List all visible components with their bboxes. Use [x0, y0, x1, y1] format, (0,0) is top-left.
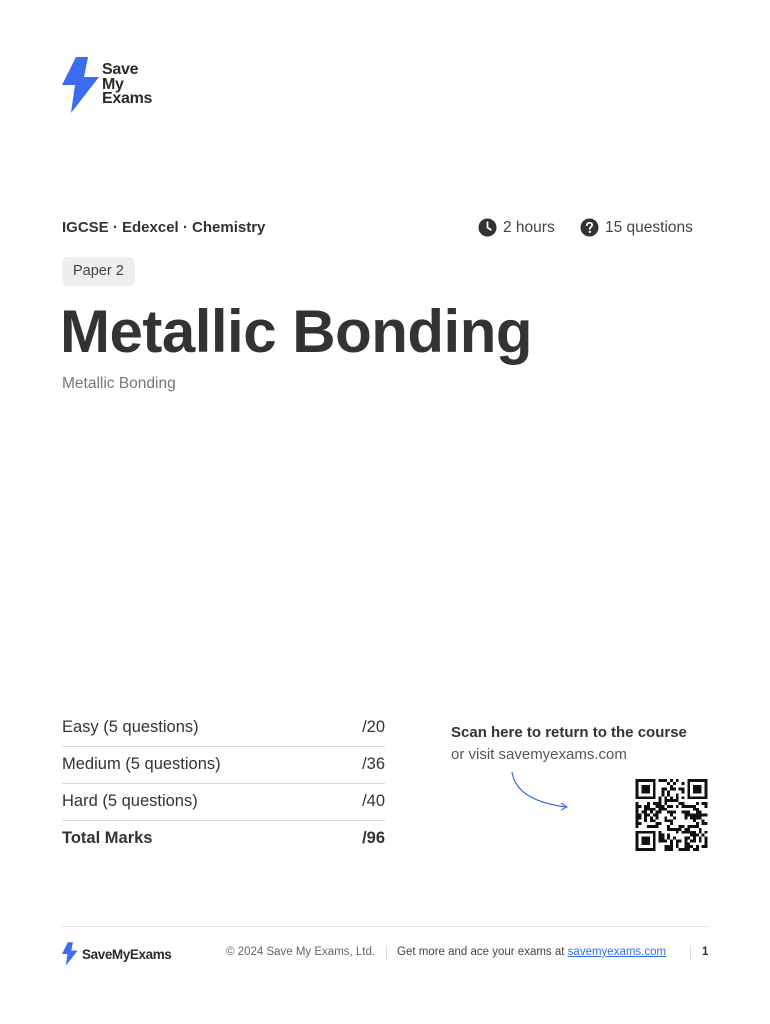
marks-row-medium	[62, 747, 385, 784]
marks-label: Medium (5 questions)	[62, 755, 221, 773]
question-icon	[580, 218, 599, 237]
scan-subtitle: or visit savemyexams.com	[451, 746, 627, 763]
marks-table	[62, 710, 385, 857]
marks-row-hard	[62, 784, 385, 821]
footer-cta-text: Get more and ace your exams at	[397, 946, 568, 958]
lightning-icon	[62, 941, 78, 967]
marks-label: Hard (5 questions)	[62, 792, 198, 810]
document-title: Metallic Bonding	[60, 298, 532, 365]
clock-icon	[478, 218, 497, 237]
marks-value: /40	[362, 792, 385, 810]
question-count-text: 15 questions	[605, 218, 693, 236]
page-number: 1	[702, 946, 709, 958]
duration-text: 2 hours	[503, 218, 555, 236]
footer-brand-name: SaveMyExams	[82, 946, 172, 962]
footer-copyright: © 2024 Save My Exams, Ltd.	[226, 946, 376, 958]
marks-row-total	[62, 821, 385, 857]
qr-code[interactable]	[634, 779, 709, 851]
footer-cta	[397, 946, 666, 958]
duration-info	[478, 218, 555, 237]
marks-row-easy	[62, 710, 385, 747]
brand-logo	[62, 57, 172, 113]
total-label: Total Marks	[62, 829, 153, 847]
course-breadcrumb: IGCSE · Edexcel · Chemistry	[62, 219, 266, 236]
document-subtitle: Metallic Bonding	[62, 375, 176, 392]
logo-word-1: Save	[102, 61, 139, 78]
marks-value: /36	[362, 755, 385, 773]
arrow-icon	[505, 770, 575, 815]
scan-title: Scan here to return to the course	[451, 724, 687, 741]
logo-word-2: My	[102, 75, 124, 93]
footer-divider	[62, 926, 709, 927]
total-value: /96	[362, 829, 385, 847]
lightning-icon	[62, 57, 100, 113]
footer-separator	[386, 946, 387, 960]
footer-cta-link[interactable]: savemyexams.com	[567, 946, 667, 958]
marks-label: Easy (5 questions)	[62, 718, 199, 736]
marks-value: /20	[362, 718, 385, 736]
question-count-info	[580, 218, 693, 237]
paper-badge: Paper 2	[62, 257, 135, 286]
footer-separator	[690, 946, 691, 960]
logo-word-3: Exams	[102, 90, 153, 107]
footer-logo	[62, 940, 171, 968]
